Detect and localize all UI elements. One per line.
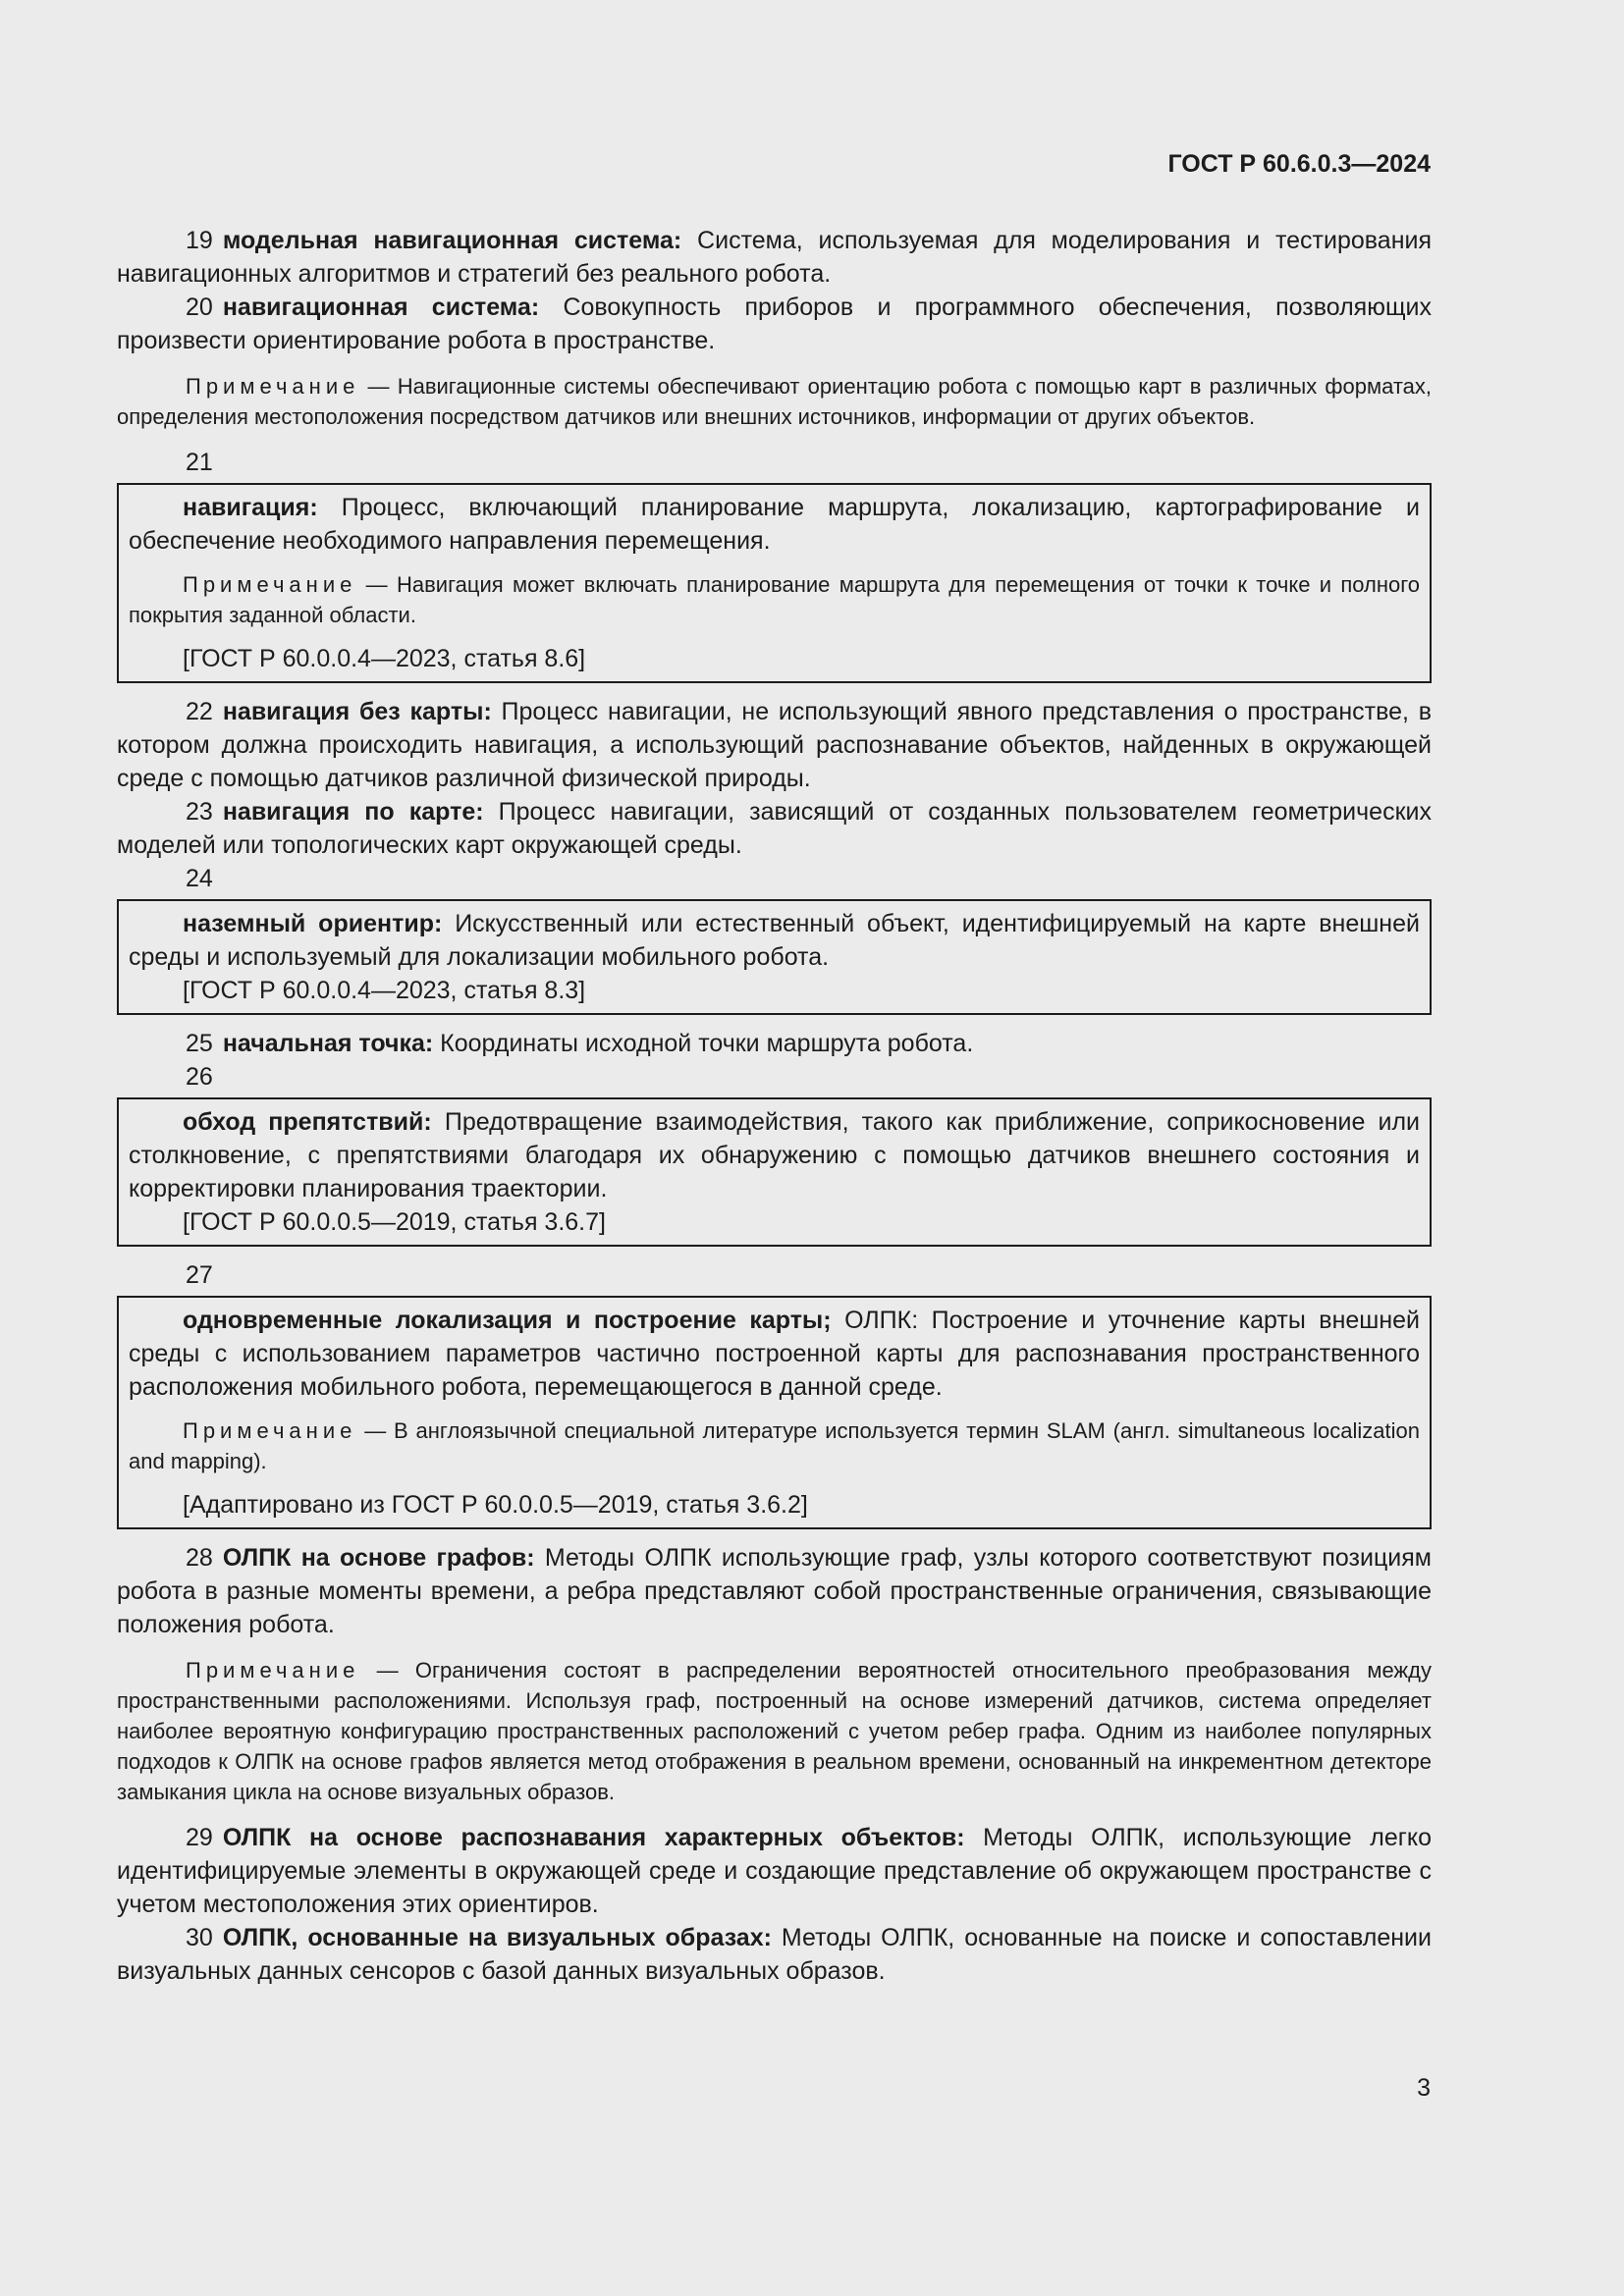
entry-number: 22 [186,698,213,725]
entry-definition: ОЛПК: Построение и уточнение карты внешней среды с использованием параметров частично построенной карты для распознавания пространственного расположения мобильного робота, перемещающегося в данной среде. [129,1307,1421,1401]
standard-designation: ГОСТ Р 60.6.0.3—2024 [1167,150,1431,178]
entry-24-box [117,899,1432,1015]
entry-25 [117,1027,1432,1060]
note-label: Примечание [186,374,360,399]
page-number: 3 [1417,2074,1431,2102]
entry-term: начальная точка: [222,1030,434,1057]
entry-number: 25 [186,1030,213,1057]
entry-24 [129,907,1420,974]
entry-26 [129,1105,1420,1205]
entry-definition: Методы ОЛПК, основанные на поиске и сопоставлении визуальных данных сенсоров с базой данных визуальных образов. [117,1924,1432,1985]
note-text: — В англоязычной специальной литературе используется термин SLAM (англ. simultaneous localization and mapping). [129,1418,1420,1473]
entry-21 [129,491,1420,558]
note-label: Примечание [183,572,357,597]
entry-definition: Координаты исходной точки маршрута робота. [433,1030,974,1057]
entry-term: наземный ориентир: [183,910,443,937]
entry-definition: Методы ОЛПК использующие граф, узлы которого соответствуют позициям робота в разные моменты времени, а ребра представляют собой пространственные ограничения, связывающие положения робота. [117,1544,1432,1638]
entry-definition: Совокупность приборов и программного обеспечения, позволяющих произвести ориентирование робота в пространстве. [117,294,1432,354]
entry-definition: Процесс, включающий планирование маршрута, локализацию, картографирование и обеспечение необходимого направления перемещения. [129,494,1420,555]
entry-27-box [117,1296,1432,1529]
entry-definition: Искусственный или естественный объект, идентифицируемый на карте внешней среды и используемый для локализации мобильного робота. [129,910,1420,971]
entry-20 [117,291,1432,357]
entry-number: 28 [186,1544,213,1572]
entry-term: навигация без карты: [222,698,492,725]
entry-definition: Система, используемая для моделирования и тестирования навигационных алгоритмов и стратегий без реального робота. [117,227,1432,288]
entry-30 [117,1921,1432,1988]
entry-22 [117,695,1432,795]
entry-21-box [117,483,1432,683]
entry-28-note [117,1655,1432,1807]
entry-term: ОЛПК, основанные на визуальных образах: [222,1924,772,1951]
entry-26-box [117,1097,1432,1247]
entry-definition: Процесс навигации, зависящий от созданных пользователем геометрических моделей или топологических карт окружающей среды. [117,798,1432,859]
entry-definition: Процесс навигации, не использующий явного представления о пространстве, в котором должна происходить навигация, а использующий распознавание объектов, найденных в окружающей среде с помощью датчиков различной физической природы. [117,698,1432,792]
entry-27-source: [Адаптировано из ГОСТ Р 60.0.0.5—2019, статья 3.6.2] [183,1491,808,1519]
entry-term: ОЛПК на основе графов: [222,1544,535,1572]
entry-term: навигация: [183,494,318,521]
entry-26-source: [ГОСТ Р 60.0.0.5—2019, статья 3.6.7] [183,1208,606,1236]
entry-definition: Предотвращение взаимодействия, такого как приближение, соприкосновение или столкновение, с препятствиями благодаря их обнаружению с помощью датчиков внешнего состояния и корректировки планирования траектории. [129,1108,1420,1202]
note-label: Примечание [186,1658,360,1682]
entry-term: одновременные локализация и построение карты; [183,1307,832,1334]
entry-26-number: 26 [186,1063,213,1091]
entry-number: 30 [186,1924,213,1951]
entry-term: обход препятствий: [183,1108,432,1136]
entry-27-number: 27 [186,1261,213,1289]
page-content [117,224,1432,1988]
entry-term: ОЛПК на основе распознавания характерных объектов: [222,1824,965,1851]
entry-23 [117,795,1432,862]
entry-20-note [117,371,1432,432]
entry-term: навигационная система: [222,294,540,321]
entry-21-note [129,569,1420,630]
entry-21-source: [ГОСТ Р 60.0.0.4—2023, статья 8.6] [183,645,586,672]
entry-number: 19 [186,227,213,254]
note-label: Примечание [183,1418,357,1443]
entry-24-source: [ГОСТ Р 60.0.0.4—2023, статья 8.3] [183,977,586,1004]
entry-27 [129,1304,1420,1404]
note-text: — Навигация может включать планирование маршрута для перемещения от точки к точке и полного покрытия заданной области. [129,572,1420,627]
entry-number: 29 [186,1824,213,1851]
entry-24-number: 24 [186,865,213,892]
entry-28 [117,1541,1432,1641]
entry-definition: Методы ОЛПК, использующие легко идентифицируемые элементы в окружающей среде и создающие представление об окружающем пространстве с учетом местоположения этих ориентиров. [117,1824,1432,1918]
note-text: — Навигационные системы обеспечивают ориентацию робота с помощью карт в различных форматах, определения местоположения посредством датчиков или внешних источников, информации от других объектов. [117,374,1432,429]
entry-number: 20 [186,294,213,321]
entry-21-number: 21 [186,449,213,476]
entry-number: 23 [186,798,213,826]
entry-29 [117,1821,1432,1921]
entry-19 [117,224,1432,291]
note-text: — Ограничения состоят в распределении вероятностей относительного преобразования между пространственными расположениями. Используя граф, построенный на основе измерений датчиков, система определяет наиболее вероятную конфигурацию пространственных расположений с учетом ребер графа. Одним из наиболее популярных подходов к ОЛПК на основе графов является метод отображения в реальном времени, основанный на инкрементном детекторе замыкания цикла на основе визуальных образов. [117,1658,1432,1804]
entry-27-note [129,1415,1420,1476]
entry-term: модельная навигационная система: [222,227,682,254]
entry-term: навигация по карте: [222,798,484,826]
